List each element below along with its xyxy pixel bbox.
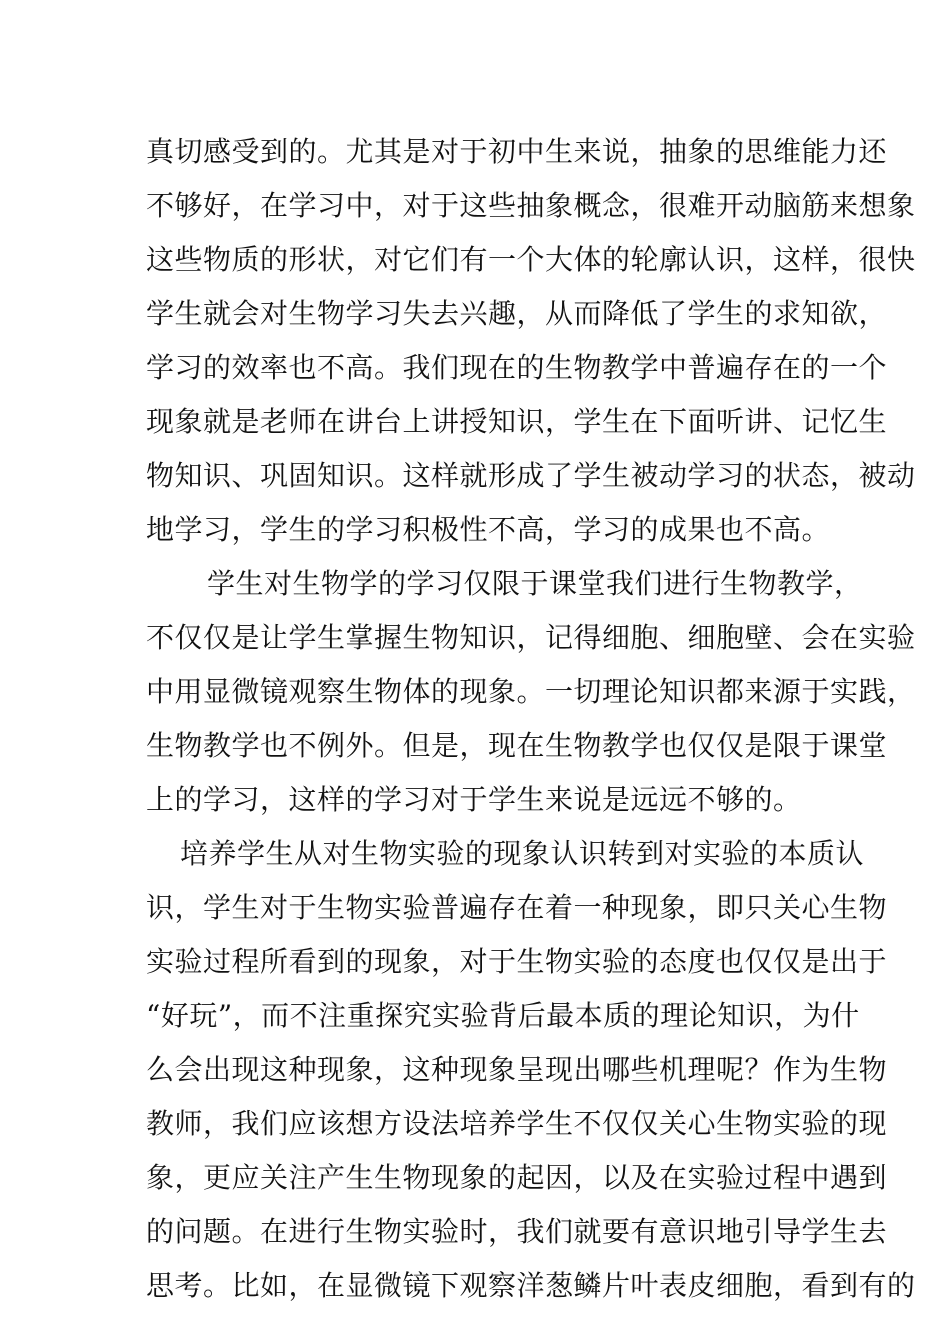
text-line: “好玩”，而不注重探究实验背后最本质的理论知识，为什 xyxy=(146,999,860,1032)
text-line: 教师，我们应该想方设法培养学生不仅仅关心生物实验的现 xyxy=(146,1107,888,1140)
text-line: 地学习，学生的学习积极性不高，学习的成果也不高。 xyxy=(146,513,831,546)
text-line: 中用显微镜观察生物体的现象。一切理论知识都来源于实践， xyxy=(146,675,916,708)
text-line: 象，更应关注产生生物现象的起因，以及在实验过程中遇到 xyxy=(146,1161,888,1194)
paragraph-first-line: 培养学生从对生物实验的现象认识转到对实验的本质认 xyxy=(180,837,865,870)
text-line: 实验过程所看到的现象，对于生物实验的态度也仅仅是出于 xyxy=(146,945,888,978)
text-line: 思考。比如，在显微镜下观察洋葱鳞片叶表皮细胞，看到有的 xyxy=(146,1269,916,1302)
text-line: 不仅仅是让学生掌握生物知识，记得细胞、细胞壁、会在实验 xyxy=(146,621,916,654)
paragraph-first-line: 学生对生物学的学习仅限于课堂我们进行生物教学， xyxy=(207,567,863,600)
text-line: 生物教学也不例外。但是，现在生物教学也仅仅是限于课堂 xyxy=(146,729,888,762)
text-line: 学习的效率也不高。我们现在的生物教学中普遍存在的一个 xyxy=(146,351,888,384)
text-line: 物知识、巩固知识。这样就形成了学生被动学习的状态，被动 xyxy=(146,459,916,492)
text-line: 上的学习，这样的学习对于学生来说是远远不够的。 xyxy=(146,783,802,816)
text-line: 识，学生对于生物实验普遍存在着一种现象，即只关心生物 xyxy=(146,891,888,924)
text-line: 么会出现这种现象，这种现象呈现出哪些机理呢？作为生物 xyxy=(146,1053,888,1086)
text-line: 真切感受到的。尤其是对于初中生来说，抽象的思维能力还 xyxy=(146,135,888,168)
text-line: 现象就是老师在讲台上讲授知识，学生在下面听讲、记忆生 xyxy=(146,405,888,438)
text-line: 学生就会对生物学习失去兴趣，从而降低了学生的求知欲， xyxy=(146,297,888,330)
text-line: 这些物质的形状，对它们有一个大体的轮廓认识，这样，很快 xyxy=(146,243,916,276)
text-line: 不够好，在学习中，对于这些抽象概念，很难开动脑筋来想象 xyxy=(146,189,916,222)
text-line: 的问题。在进行生物实验时，我们就要有意识地引导学生去 xyxy=(146,1215,888,1248)
